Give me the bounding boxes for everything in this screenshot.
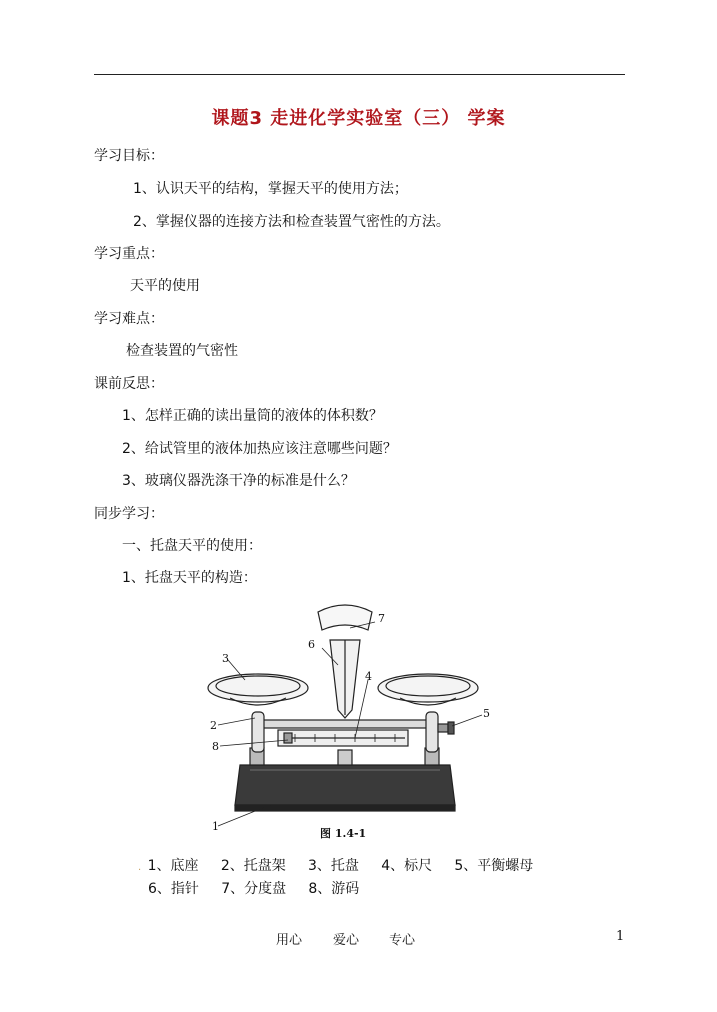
goal-2: 2、掌握仪器的连接方法和检查装置气密性的方法。 [133, 214, 450, 230]
legend-item: 5、平衡螺母 [454, 858, 534, 874]
question-3: 3、玻璃仪器洗涤干净的标准是什么？ [122, 473, 355, 489]
question-1: 1、怎样正确的读出量筒的液体的体积数？ [122, 408, 383, 424]
footer-item-3: 专心 [389, 933, 416, 948]
header-rule [94, 74, 625, 75]
legend-item: 7、分度盘 [221, 881, 287, 897]
callout-2: 2 [210, 719, 217, 732]
difficulty-1: 检查装置的气密性 [126, 343, 238, 359]
callout-3: 3 [222, 652, 229, 665]
callout-6: 6 [308, 638, 315, 651]
key-label: 学习重点： [94, 246, 164, 262]
question-2: 2、给试管里的液体加热应该注意哪些问题？ [122, 441, 397, 457]
callout-5: 5 [483, 707, 490, 720]
callout-8: 8 [212, 740, 219, 753]
balance-figure [200, 600, 490, 845]
legend-item: 2、托盘架 [220, 858, 286, 874]
difficulty-label: 学习难点： [94, 311, 164, 327]
part-1-1-heading: 1、托盘天平的构造： [122, 570, 257, 586]
footer-item-2: 爱心 [333, 933, 360, 948]
legend-item: 6、指针 [148, 881, 199, 897]
goal-1: 1、认识天平的结构，掌握天平的使用方法； [133, 181, 408, 197]
preclass-label: 课前反思： [94, 376, 164, 392]
page-title: 课题3 走进化学实验室（三） 学案 [211, 108, 506, 129]
callout-7: 7 [378, 612, 385, 625]
footer-item-1: 用心 [276, 933, 303, 948]
callout-4: 4 [365, 670, 372, 683]
callout-1: 1 [212, 820, 219, 833]
legend-item: 8、游码 [308, 881, 360, 897]
balance-drawing [208, 605, 482, 826]
figure-caption: 图 1.4-1 [320, 827, 367, 840]
goals-label: 学习目标： [94, 148, 164, 164]
legend-item: 3、托盘 [308, 858, 359, 874]
sync-label: 同步学习： [94, 506, 164, 522]
legend-row-2 [148, 878, 359, 898]
key-1: 天平的使用 [130, 278, 200, 294]
legend-row-1 [138, 855, 533, 875]
legend-item: 4、标尺 [381, 858, 433, 874]
legend-item: 1、底座 [147, 858, 199, 874]
bullet-mark: . [138, 862, 142, 873]
part-1-heading: 一、托盘天平的使用： [122, 538, 262, 554]
page-number: 1 [616, 929, 625, 944]
